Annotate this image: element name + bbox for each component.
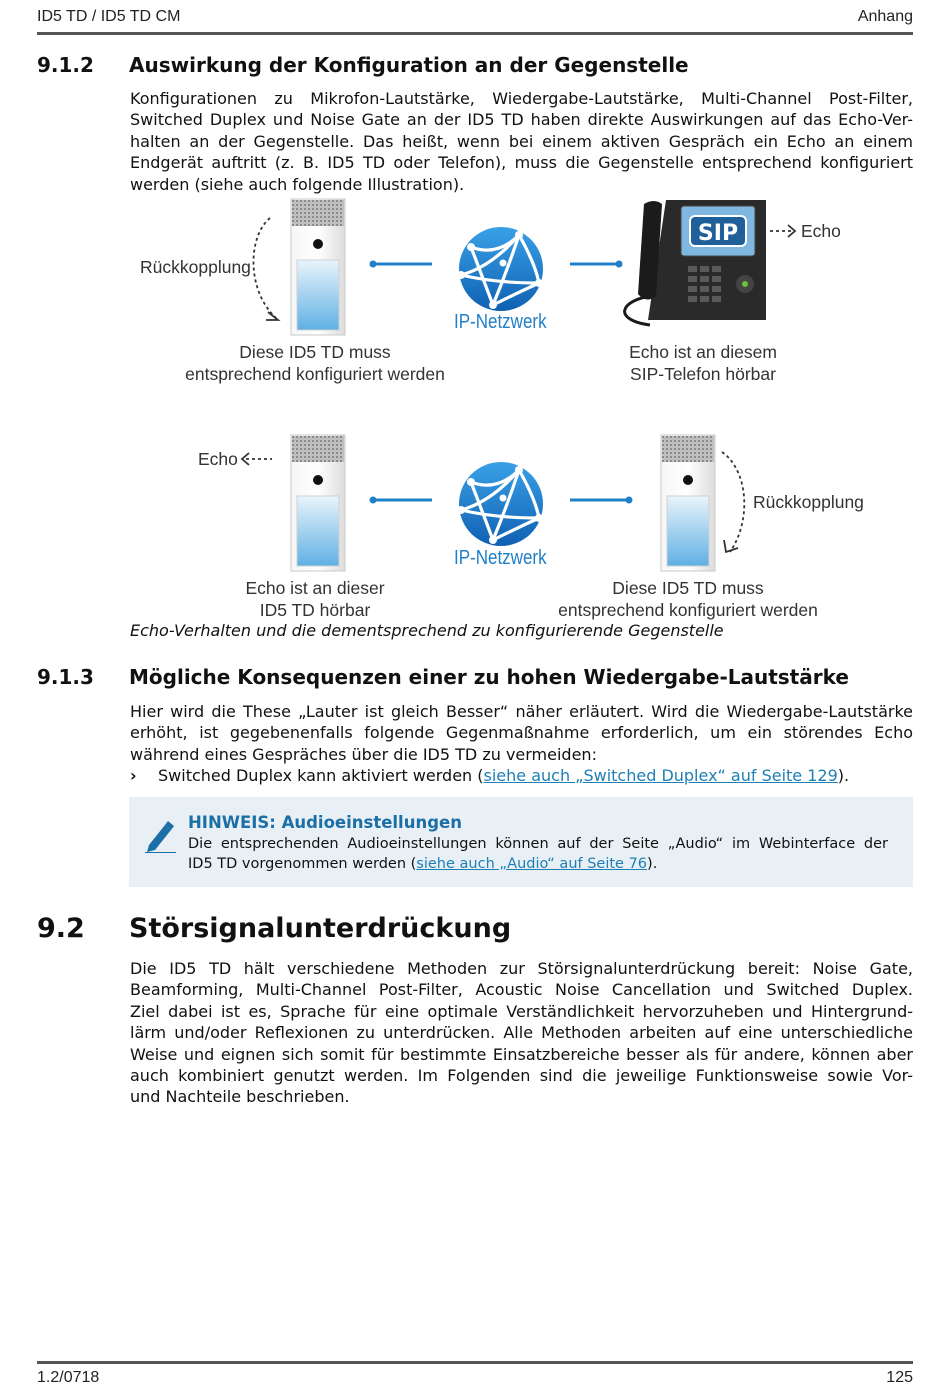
caption-line: Diese ID5 TD muss (239, 342, 391, 362)
ip-network-globe-bottom (457, 462, 543, 546)
text-line: während eines Gespräches über die ID5 TD zu vermeiden: (130, 744, 597, 764)
chevron-right-icon: › (130, 766, 137, 785)
sip-phone (625, 200, 766, 325)
text-line: Hier wird die These „Lauter ist gleich Besser“ näher erläutert. Wird die Wiedergabe-Lautstärke (130, 702, 913, 721)
ip-network-globe-top (457, 227, 543, 311)
text-line: Ziel dabei ist es, Sprache für eine optimale Verständlichkeit hervorzuheben und Hintergrund- (130, 1001, 913, 1021)
text-line: halten an der Gegenstelle. Das heißt, wenn bei einem aktiven Gespräch ein Echo an einem (130, 131, 913, 151)
caption-line: Echo ist an dieser (245, 578, 385, 598)
note-body (188, 835, 888, 874)
sip-label: SIP (697, 221, 739, 246)
caption-line: entsprechend konfiguriert werden (558, 600, 818, 620)
section-912-number: 9.1.2 (37, 53, 94, 77)
pencil-icon (143, 819, 177, 853)
note-line (188, 855, 888, 875)
caption-line: Echo ist an diesem (629, 342, 777, 362)
note-end: ). (647, 855, 658, 872)
footer-rule (37, 1361, 913, 1364)
note-title: HINWEIS: Audioeinstellungen (188, 813, 462, 832)
text-line: Die ID5 TD hält verschiedene Methoden zur Störsignalunterdrückung bereit: Noise Gate, (130, 959, 913, 978)
text-line: Konfigurationen zu Mikrofon-Lautstärke, Wiedergabe-Lautstärke, Multi-Channel Post-Filter, (130, 89, 913, 108)
bullet-end: ). (837, 766, 850, 785)
text-line: auch kombiniert genutzt werden. Im Folgenden sind die jeweilige Funktionsweise sowie Vor- (130, 1066, 913, 1086)
caption-bottom-right (548, 577, 828, 621)
header-left: ID5 TD / ID5 TD CM (37, 8, 181, 25)
echo-label-top: Echo (801, 221, 841, 241)
section-913-paragraph (130, 701, 913, 765)
text-line: lärm und/oder Reflexionen zu unterdrücken. Alle Methoden arbeiten auf eine unterschiedliche (130, 1023, 913, 1043)
page-number: 125 (886, 1369, 913, 1386)
figure-caption: Echo-Verhalten und die dementsprechend zu konfigurierende Gegenstelle (130, 621, 724, 640)
text-line: und Nachteile beschrieben. (130, 1087, 350, 1107)
bullet-text: Switched Duplex kann aktiviert werden ( (158, 766, 484, 785)
text-line: werden (siehe auch folgende Illustration). (130, 174, 465, 194)
section-912-title: Auswirkung der Konfiguration an der Gegenstelle (129, 53, 689, 77)
feedback-label-bottom: Rückkopplung (753, 492, 864, 512)
id5-td-device-bottom-right (661, 435, 715, 571)
bullet-item (130, 766, 849, 785)
caption-top-right (580, 341, 826, 385)
ip-network-label-top: IP-Netzwerk (454, 311, 547, 333)
section-92-number: 9.2 (37, 913, 85, 944)
feedback-label-top: Rückkopplung (140, 257, 251, 277)
text-line: erhöht, ist gegebenenfalls folgende Gegenmaßnahme erforderlich, um ein störendes Echo (130, 723, 913, 743)
text-line: Weise und eignen sich somit für bestimmte Einsatzbereiche besser als für andere, können aber (130, 1044, 913, 1064)
feedback-arrow-top (253, 218, 276, 318)
caption-line: SIP-Telefon hörbar (630, 364, 776, 384)
audio-link[interactable]: siehe auch „Audio“ auf Seite 76 (416, 855, 648, 872)
text-line: Beamforming, Multi-Channel Post-Filter, Acoustic Noise Cancellation und Switched Duplex. (130, 980, 913, 1000)
note-box (129, 797, 913, 887)
caption-line: Diese ID5 TD muss (612, 578, 764, 598)
text-line: Switched Duplex und Noise Gate an der ID5 TD haben direkte Auswirkungen auf das Echo-Ver- (130, 110, 913, 130)
section-913-title: Mögliche Konsequenzen einer zu hohen Wiedergabe-Lautstärke (129, 665, 849, 689)
section-92-paragraph (130, 958, 913, 1108)
id5-td-device-bottom-left (291, 435, 345, 571)
header-right: Anhang (857, 8, 913, 25)
footer-version: 1.2/0718 (37, 1369, 100, 1386)
caption-line: ID5 TD hörbar (259, 600, 371, 620)
caption-bottom-left (200, 577, 430, 621)
echo-label-bottom: Echo (198, 449, 238, 469)
id5-td-device-top-left (291, 199, 345, 335)
note-line: Die entsprechenden Audioeinstellungen können auf der Seite „Audio“ im Webinterface der (188, 836, 888, 852)
ip-network-label-bottom: IP-Netzwerk (454, 547, 547, 569)
section-92-title: Störsignalunterdrückung (129, 913, 512, 944)
switched-duplex-link[interactable]: siehe auch „Switched Duplex“ auf Seite 129 (483, 766, 838, 785)
caption-top-left (170, 341, 460, 385)
feedback-arrow-bottom (722, 452, 744, 552)
text-line: Endgerät auftritt (z. B. ID5 TD oder Telefon), muss die Gegenstelle entsprechend konfiguriert (130, 153, 913, 173)
caption-line: entsprechend konfiguriert werden (185, 364, 445, 384)
note-text: ID5 TD vorgenommen werden ( (188, 855, 417, 872)
section-913-number: 9.1.3 (37, 665, 94, 689)
